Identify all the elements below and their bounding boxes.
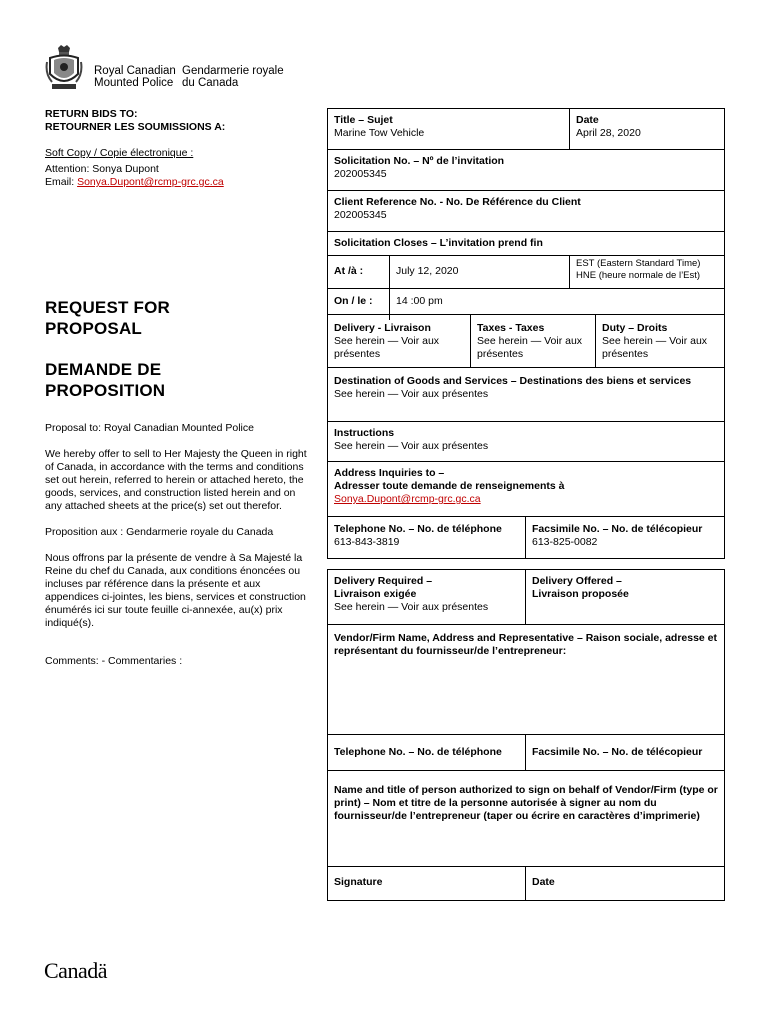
at-value: July 12, 2020 [396,265,459,277]
tel-cell [327,516,525,549]
at-value-cell [389,255,569,278]
timezone-fr: HNE (heure normale de l’Est) [576,270,701,281]
on-value: 14 :00 pm [396,295,443,307]
instructions-value: See herein — Voir aux présentes [334,440,489,452]
rcmp-crest-logo [44,44,84,92]
left-column [45,108,310,668]
inquiries-label-1: Address Inquiries to – [334,467,445,479]
date-cell [569,108,725,140]
at-label-cell [327,255,389,278]
email-label: Email: [45,176,78,188]
proposal-to: Proposal to: Royal Canadian Mounted Police [45,422,254,434]
solicitation-value: 202005345 [334,168,387,180]
signature-date-cell[interactable] [525,866,725,901]
taxes-value: See herein — Voir aux présentes [477,335,583,360]
signature-label: Signature [334,876,383,888]
delivery-value: See herein — Voir aux présentes [334,335,440,360]
canada-wordmark-logo: Canadä [44,958,107,983]
proposition-aux: Proposition aux : Gendarmerie royale du Canada [45,526,274,538]
fax-cell [525,516,725,549]
inquiries-email-link[interactable]: Sonya.Dupont@rcmp-grc.gc.ca [334,493,481,505]
email-line [45,176,310,189]
agency-fr-line2: du Canada [182,77,239,89]
solicitation-label: Solicitation No. – Nº de l’invitation [334,155,505,167]
taxes-cell [470,314,595,361]
client-ref-value: 202005345 [334,209,387,221]
delivery-offered-label-2: Livraison proposée [532,588,629,600]
rfp-title-line1: REQUEST FOR [45,298,170,317]
delivery-label: Delivery - Livraison [334,322,431,334]
on-label-cell [327,288,389,308]
vendor-tel-label: Telephone No. – No. de téléphone [334,746,502,758]
signature-cell[interactable] [327,866,525,901]
inquiries-label-2: Adresser toute demande de renseignements à [334,480,565,492]
soft-copy-label: Soft Copy / Copie électronique : [45,147,194,159]
rfp-title-en [45,297,310,339]
client-ref-label: Client Reference No. - No. De Référence du Client [334,196,581,208]
vendor-tel-cell[interactable] [327,734,525,770]
return-bids-en: RETURN BIDS TO: [45,108,138,120]
agency-fr-line1: Gendarmerie royale [182,65,284,77]
delivery-required-label-2: Livraison exigée [334,588,417,600]
attention: Attention: Sonya Dupont [45,163,159,175]
title-value: Marine Tow Vehicle [334,127,425,139]
client-ref-cell [327,190,725,222]
date-value: April 28, 2020 [576,127,641,139]
delivery-required-cell [327,569,525,614]
tel-label: Telephone No. – No. de téléphone [334,523,502,535]
fax-value: 613-825-0082 [532,536,598,548]
vendor-fax-label: Facsimile No. – No. de télécopieur [532,746,703,758]
agency-name [94,65,284,89]
taxes-label: Taxes - Taxes [477,322,545,334]
tel-value: 613-843-3819 [334,536,400,548]
date-label: Date [576,114,599,126]
destination-cell [327,367,725,401]
vendor-label: Vendor/Firm Name, Address and Representative – Raison sociale, adresse et représentant du fournisseur/de l’entrepreneur: [334,632,718,657]
duty-value: See herein — Voir aux présentes [602,335,708,360]
rfp-title-line2: PROPOSAL [45,319,143,338]
on-label: On / le : [334,295,373,307]
delivery-offered-label-1: Delivery Offered – [532,575,622,587]
rfp-title-fr [45,359,310,401]
fax-label: Facsimile No. – No. de télécopieur [532,523,703,535]
on-value-cell [389,288,569,308]
offer-text-en: We hereby offer to sell to Her Majesty the Queen in right of Canada, in accordance with the terms and conditions set out herein, referred to herein or attached hereto, the goods, services, and construction listed herein and on any attached sheets at the price(s) set out therefor. [45,448,307,512]
name-title-cell[interactable] [327,770,725,866]
delivery-required-value: See herein — Voir aux présentes [334,601,489,613]
delivery-required-label-1: Delivery Required – [334,575,433,587]
title-cell [327,108,569,140]
instructions-label: Instructions [334,427,395,439]
inquiries-cell [327,461,725,506]
email-link[interactable]: Sonya.Dupont@rcmp-grc.gc.ca [77,176,224,188]
comments-label: Comments: - Commentaries : [45,655,183,667]
destination-label: Destination of Goods and Services – Destinations des biens et services [334,375,692,387]
timezone-en: EST (Eastern Standard Time) [576,258,701,269]
at-label: At /à : [334,265,364,277]
rfp-title-fr-line1: DEMANDE DE [45,360,162,379]
destination-value: See herein — Voir aux présentes [334,388,489,400]
return-bids-fr: RETOURNER LES SOUMISSIONS A: [45,121,226,133]
solicitation-cell [327,149,725,181]
duty-cell [595,314,725,361]
instructions-cell [327,421,725,453]
vendor-fax-cell[interactable] [525,734,725,770]
duty-label: Duty – Droits [602,322,668,334]
title-label: Title – Sujet [334,114,393,126]
closes-cell [327,231,725,250]
name-title-label: Name and title of person authorized to sign on behalf of Vendor/Firm (type or print) – Nom et titre de la personne autorisée à signer au nom du fournisseur/de l’entrepreneur (taper ou écrire en caractères d’imprimerie) [334,784,718,822]
vendor-cell[interactable] [327,624,725,734]
timezone-cell [569,255,725,282]
form-panel [327,108,725,928]
delivery-offered-cell[interactable] [525,569,725,601]
agency-en-line1: Royal Canadian [94,65,176,77]
delivery-cell [327,314,470,361]
offer-text-fr: Nous offrons par la présente de vendre à Sa Majesté la Reine du chef du Canada, aux conditions énoncées ou incluses par référence dans la présente et aux appendices ci-jointes, les biens, services et construction énumérés ici sur toute feuille ci-annexée, au(x) prix indiqué(s). [45,552,306,629]
closes-label: Solicitation Closes – L’invitation prend fin [334,237,543,249]
rfp-title-fr-line2: PROPOSITION [45,381,166,400]
agency-en-line2: Mounted Police [94,77,174,89]
signature-date-label: Date [532,876,555,888]
